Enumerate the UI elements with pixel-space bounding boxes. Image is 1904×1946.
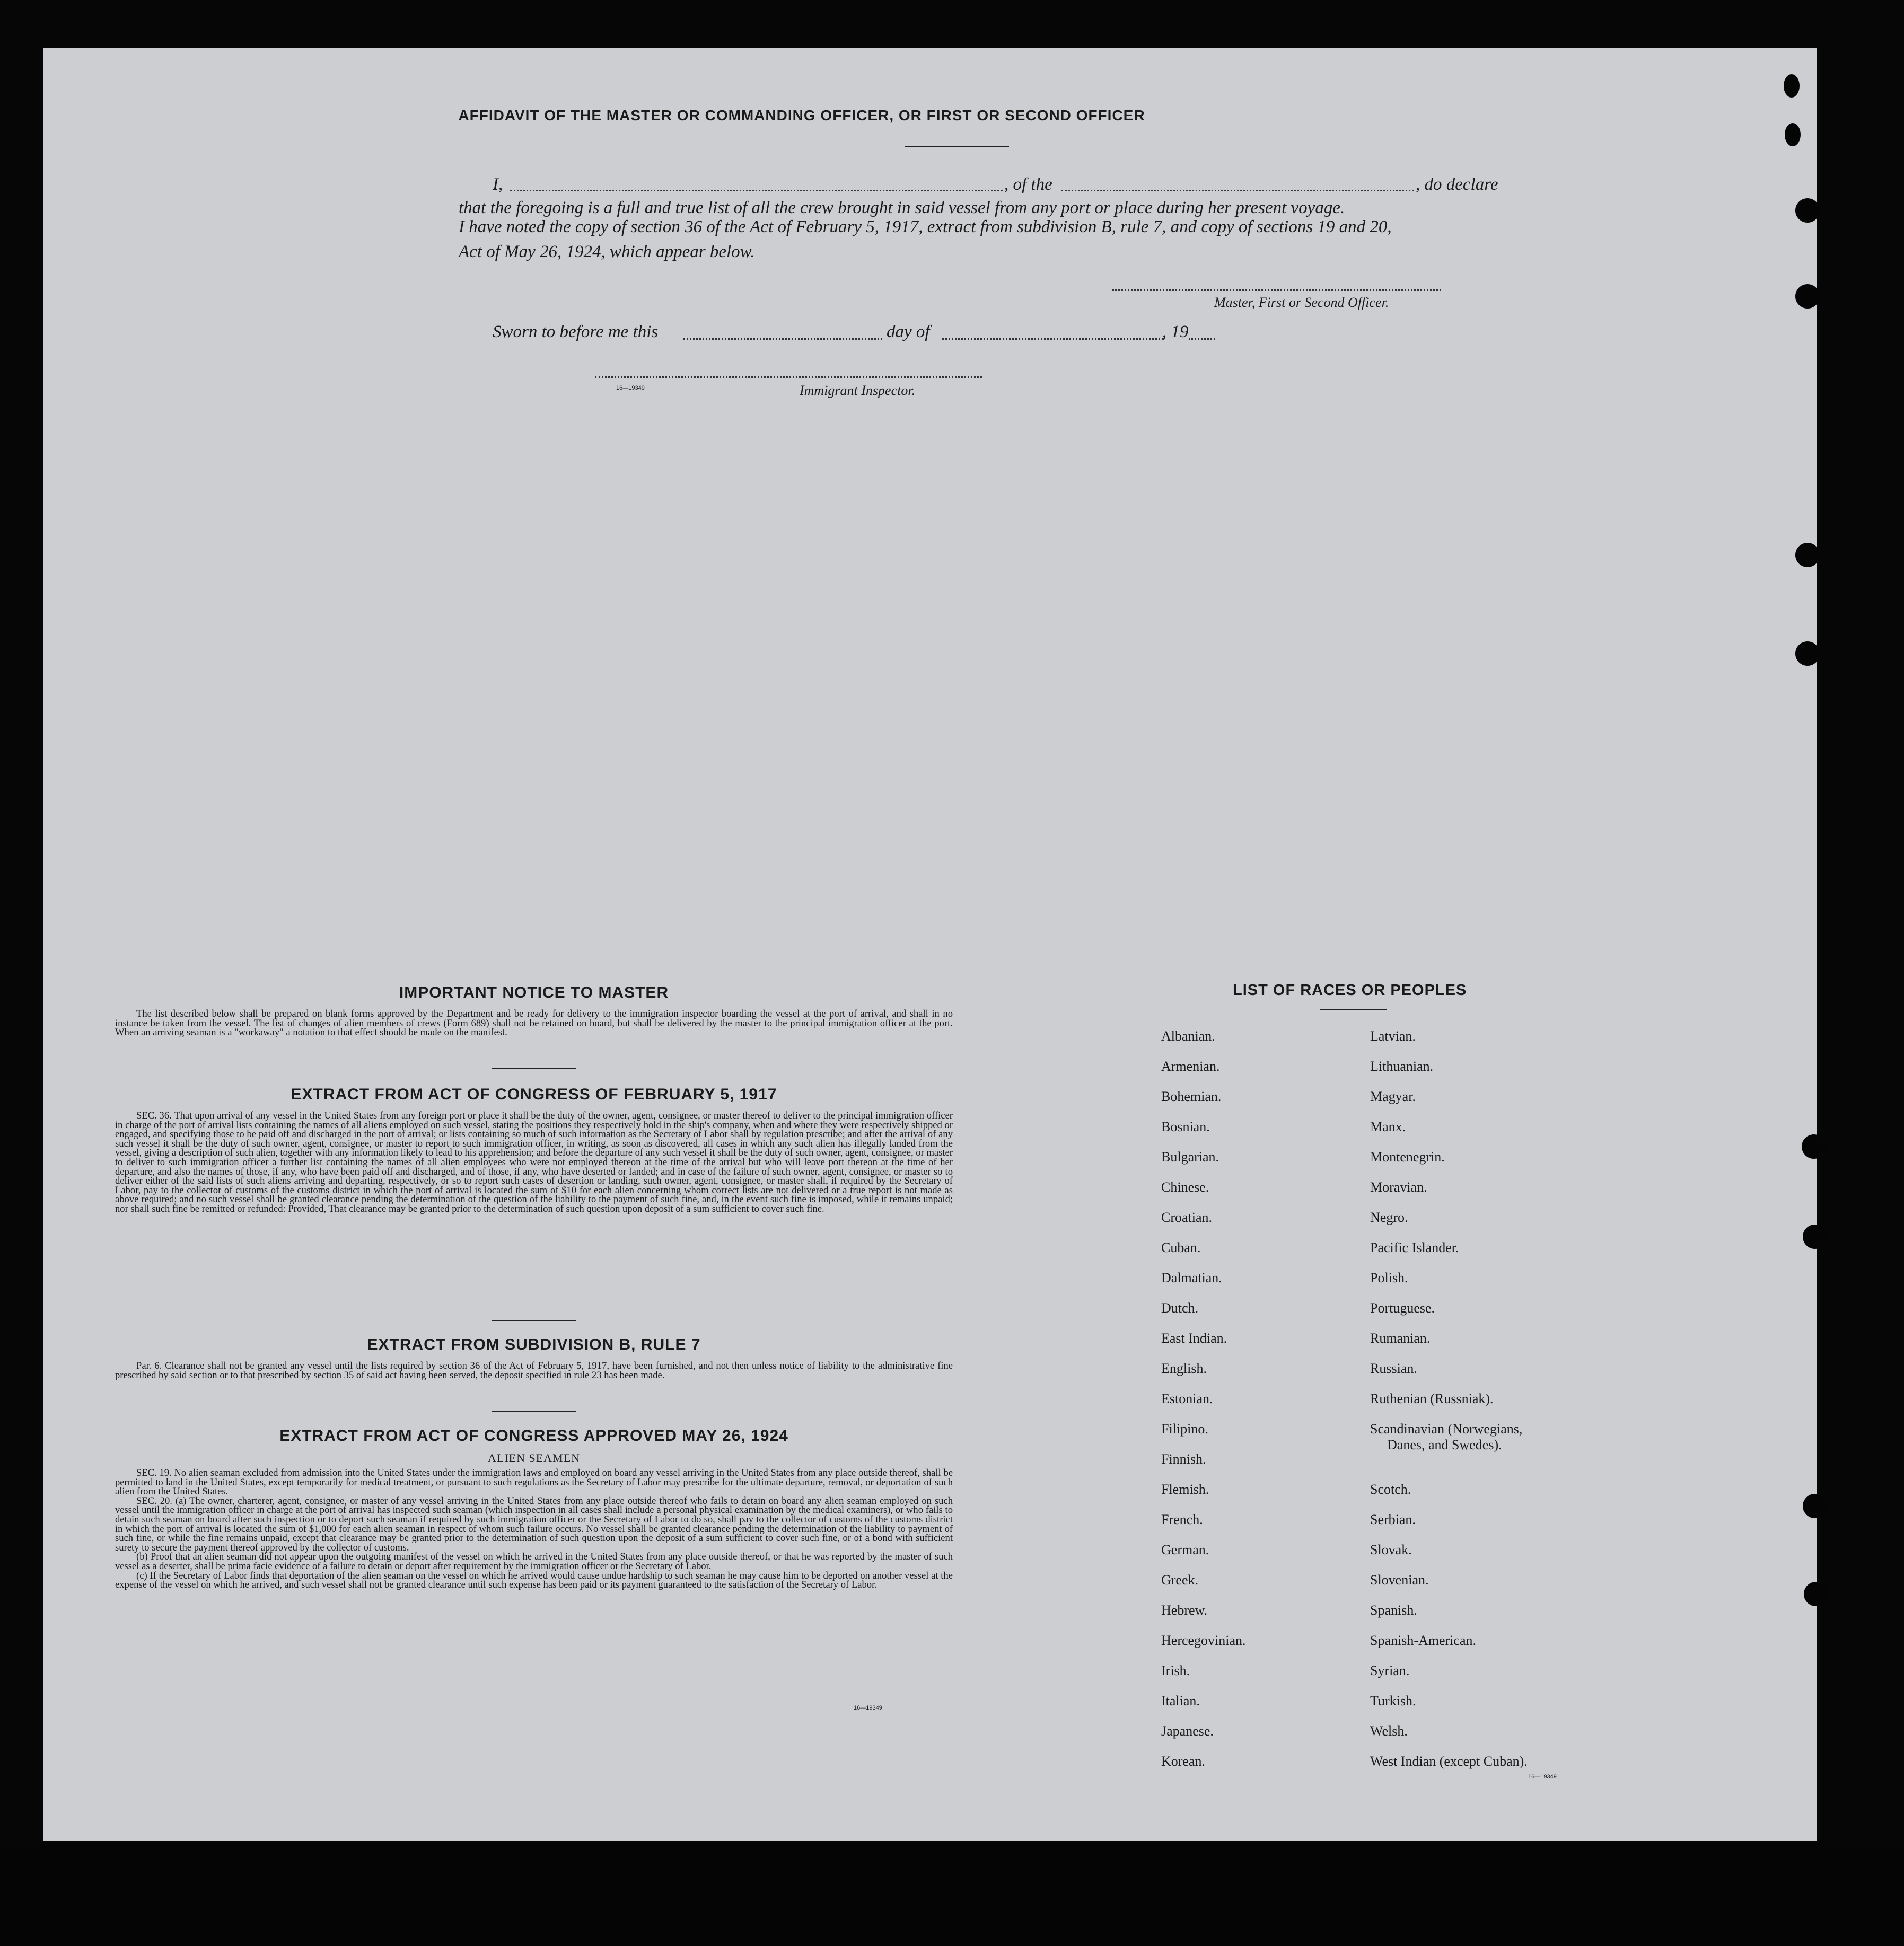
vessel-blank[interactable]	[1061, 190, 1414, 191]
affidavit-title: AFFIDAVIT OF THE MASTER OR COMMANDING OFFICER, OR FIRST OR SECOND OFFICER	[458, 107, 1145, 124]
race-item: Lithuanian.	[1370, 1059, 1434, 1074]
alien-seamen-subtitle: ALIEN SEAMEN	[488, 1451, 580, 1465]
race-item: Hebrew.	[1161, 1602, 1208, 1618]
notice-title: IMPORTANT NOTICE TO MASTER	[399, 984, 669, 1001]
race-item: Finnish.	[1161, 1451, 1206, 1467]
section-36-paragraph: SEC. 36. That upon arrival of any vessel in the United States from any foreign port or place it shall be the duty of the owner, agent, consignee, or master thereof to deliver to the principal immigration officer in charge of the port of arrival lists containing the names of all aliens employed on such vessel, stating the positions they respectively hold in the ship's company, when and where they were respectively shipped or engaged, and specifying those to be paid off and discharged in the port of arrival; or lists containing so much of such information as the Secretary of Labor shall by regulation prescribe; and after the arrival of any such vessel it shall be the duty of such owner, agent, consignee, or master to report to such immigration officer, in writing, as soon as discovered, all cases in which any such alien has illegally landed from the vessel, giving a description of such alien, together with any information likely to lead to his apprehension; and before the departure of any such vessel it shall be the duty of such owner, agent, consignee, or master to deliver to such immigration officer a further list containing the names of all alien employees who were not employed thereon at the time of the arrival but who will leave port thereon at the time of her departure, and also the names of those, if any, who have been paid off and discharged, and of those, if any, who have deserted or landed; and in case of the failure of such owner, agent, consignee, or master so to deliver either of the said lists of such aliens arriving and departing, respectively, or so to report such cases of desertion or landing, such owner, agent, consignee, or master shall, if required by the Secretary of Labor, pay to the collector of customs of the customs district in which the port of arrival is located the sum of $10 for each alien concerning whom correct lists are not delivered or a true report is not made as above required; and no such vessel shall be granted clearance pending the determination of the question of the liability to the payment of such fine, and, in the event such fine is imposed, while it remains unpaid; nor shall such fine be remitted or refunded: Provided, That clearance may be granted prior to the determination of such question upon deposit of a sum sufficient to cover such fine.	[115, 1110, 953, 1214]
punch-hole-icon	[1803, 1494, 1827, 1518]
race-item: Japanese.	[1161, 1723, 1214, 1739]
affidavit-line4: Act of May 26, 1924, which appear below.	[459, 242, 755, 261]
punch-hole-icon	[1802, 1134, 1826, 1159]
race-item: Serbian.	[1370, 1512, 1416, 1527]
inspector-signature-blank[interactable]	[595, 376, 982, 378]
divider-2	[492, 1320, 576, 1321]
race-item: Spanish-American.	[1370, 1633, 1477, 1648]
race-item: Negro.	[1370, 1210, 1408, 1225]
race-item: Portuguese.	[1370, 1300, 1435, 1316]
inspector-label: Immigrant Inspector.	[800, 383, 916, 398]
affidavit-of-the: , of the	[1004, 175, 1052, 194]
race-item: Bulgarian.	[1161, 1149, 1219, 1165]
title-divider	[905, 146, 1009, 147]
punch-hole-icon	[1795, 284, 1820, 309]
race-item: East Indian.	[1161, 1331, 1227, 1346]
form-number-top: 16—19349	[616, 385, 645, 391]
race-item: Rumanian.	[1370, 1331, 1431, 1346]
race-item: Dalmatian.	[1161, 1270, 1222, 1285]
race-item: Flemish.	[1161, 1482, 1209, 1497]
punch-hole-icon	[1795, 641, 1820, 666]
rule-7-title: EXTRACT FROM SUBDIVISION B, RULE 7	[367, 1336, 701, 1353]
year-blank[interactable]	[1189, 338, 1215, 340]
extract-1924-body	[115, 1468, 953, 1590]
race-item: Greek.	[1161, 1572, 1199, 1588]
sworn-text: Sworn to before me this	[493, 322, 659, 341]
race-item: Dutch.	[1161, 1300, 1199, 1316]
race-item: Syrian.	[1370, 1663, 1410, 1678]
race-item: Scotch.	[1370, 1482, 1411, 1497]
notice-body	[115, 1009, 953, 1037]
race-item: Armenian.	[1161, 1059, 1220, 1074]
race-item: Scandinavian (Norwegians,	[1370, 1421, 1523, 1437]
race-item: Slovenian.	[1370, 1572, 1429, 1588]
day-of-text: day of	[887, 322, 930, 341]
race-item: Montenegrin.	[1370, 1149, 1445, 1165]
sworn-month-blank[interactable]	[942, 338, 1164, 340]
year-prefix: , 19	[1162, 322, 1189, 341]
form-number-races: 16—19349	[1528, 1774, 1557, 1780]
race-item: Irish.	[1161, 1663, 1190, 1678]
race-item: Korean.	[1161, 1754, 1206, 1769]
name-blank[interactable]	[510, 190, 1003, 191]
section-19-paragraph: SEC. 19. No alien seaman excluded from admission into the United States under the immigration laws and employed on board any vessel arriving in the United States from any place outside thereof, shall be permitted to land in the United States, except temporarily for medical treatment, or pursuant to such regulations as the Secretary of Labor may prescribe for the ultimate departure, removal, or deportation of such alien from the United States.	[115, 1467, 953, 1498]
affidavit-line2: that the foregoing is a full and true list of all the crew brought in said vessel from any port or place during her present voyage.	[459, 198, 1345, 217]
scan-border	[0, 1841, 1904, 1946]
race-item: Manx.	[1370, 1119, 1406, 1134]
affidavit-do-declare: , do declare	[1416, 175, 1498, 194]
races-title: LIST OF RACES OR PEOPLES	[1233, 982, 1467, 999]
race-item: English.	[1161, 1361, 1207, 1376]
race-item: Welsh.	[1370, 1723, 1408, 1739]
race-item: German.	[1161, 1542, 1209, 1557]
race-item: Latvian.	[1370, 1028, 1416, 1044]
race-item: Polish.	[1370, 1270, 1408, 1285]
race-item: Bohemian.	[1161, 1089, 1222, 1104]
race-item: Slovak.	[1370, 1542, 1412, 1557]
race-item: Magyar.	[1370, 1089, 1416, 1104]
rule-7-paragraph: Par. 6. Clearance shall not be granted any vessel until the lists required by section 36 of the Act of February 5, 1917, have been furnished, and not then unless notice of liability to the administrative fine prescribed by said section or to that prescribed by section 35 of said act having been served, the deposit specified in rule 23 has been made.	[115, 1360, 953, 1381]
race-item: Hercegovinian.	[1161, 1633, 1246, 1648]
punch-hole-icon	[1784, 74, 1800, 98]
race-item: Filipino.	[1161, 1421, 1208, 1437]
section-20a-paragraph: SEC. 20. (a) The owner, charterer, agent, consignee, or master of any vessel arriving in the United States from any place outside thereof who fails to detain on board any alien seaman employed on such vessel until the immigration officer in charge at the port of arrival has inspected such seaman (which inspection in all cases shall include a personal physical examination by the medical examiners), or who fails to detain such seaman on board after such inspection or to deport such seaman if required by such immigration officer or the Secretary of Labor to do so, shall pay to the collector of customs of the customs district in which the port of arrival is located the sum of $1,000 for each alien seaman in respect of whom such failure occurs. No vessel shall be granted clearance pending the determination of the liability to payment of such fine, or while the fine remains unpaid, except that clearance may be granted prior to the determination of such question upon the deposit of a sum sufficient to cover such fine, or of a bond with sufficient surety to secure the payment thereof approved by the collector of customs.	[115, 1495, 953, 1553]
rule-7-body	[115, 1361, 953, 1380]
punch-hole-icon	[1785, 123, 1801, 146]
race-item: Spanish.	[1370, 1602, 1417, 1618]
affidavit-line3: I have noted the copy of section 36 of the Act of February 5, 1917, extract from subdivision B, rule 7, and copy of sections 19 and 20,	[459, 217, 1392, 236]
race-item: Turkish.	[1370, 1693, 1416, 1709]
punch-hole-icon	[1795, 543, 1820, 567]
race-item: Bosnian.	[1161, 1119, 1210, 1134]
race-item: Moravian.	[1370, 1179, 1427, 1195]
sworn-day-blank[interactable]	[683, 338, 882, 340]
race-item: West Indian (except Cuban).	[1370, 1754, 1528, 1769]
race-item: Italian.	[1161, 1693, 1200, 1709]
race-item: French.	[1161, 1512, 1203, 1527]
divider-3	[492, 1411, 576, 1412]
extract-1917-body	[115, 1111, 953, 1214]
race-item: Ruthenian (Russniak).	[1370, 1391, 1494, 1406]
race-item: Danes, and Swedes).	[1387, 1437, 1502, 1452]
race-item: Albanian.	[1161, 1028, 1215, 1044]
race-item: Pacific Islander.	[1370, 1240, 1459, 1255]
punch-hole-icon	[1804, 1582, 1828, 1606]
punch-hole-icon	[1803, 1225, 1827, 1249]
section-20c-paragraph: (c) If the Secretary of Labor finds that deportation of the alien seaman on the vessel on which he arrived would cause undue hardship to such seaman he may cause him to be deported on another vessel at the expense of the vessel on which he arrived, and such vessel shall not be granted clearance until such expense has been paid or its payment guaranteed to the satisfaction of the Secretary of Labor.	[115, 1570, 953, 1591]
extract-1924-title: EXTRACT FROM ACT OF CONGRESS APPROVED MAY 26, 1924	[279, 1427, 788, 1445]
race-item: Estonian.	[1161, 1391, 1213, 1406]
notice-paragraph: The list described below shall be prepared on blank forms approved by the Department and be ready for delivery to the immigration inspector boarding the vessel at the port of arrival, and shall in no instance be taken from the vessel. The list of changes of alien members of crews (Form 689) shall not be retained on board, but shall be delivered by the master to the principal immigration officer at the port. When an arriving seaman is a "workaway" a notation to that effect should be made on the manifest.	[115, 1008, 953, 1038]
master-signature-label: Master, First or Second Officer.	[1214, 295, 1389, 310]
extract-1917-title: EXTRACT FROM ACT OF CONGRESS OF FEBRUARY 5, 1917	[291, 1086, 777, 1103]
races-divider	[1320, 1009, 1387, 1010]
race-item: Chinese.	[1161, 1179, 1209, 1195]
race-item: Russian.	[1370, 1361, 1417, 1376]
divider-1	[492, 1068, 576, 1069]
form-number-notice: 16—19349	[854, 1705, 882, 1711]
master-signature-blank[interactable]	[1112, 289, 1441, 291]
affidavit-i: I,	[493, 175, 503, 194]
punch-hole-icon	[1795, 198, 1820, 223]
race-item: Cuban.	[1161, 1240, 1201, 1255]
form-sheet	[43, 48, 1817, 1841]
race-item: Croatian.	[1161, 1210, 1213, 1225]
section-20b-paragraph: (b) Proof that an alien seaman did not appear upon the outgoing manifest of the vessel on which he arrived in the United States from any place outside thereof, or that he was reported by the master of such vessel as a deserter, shall be prima facie evidence of a failure to detain or deport after requirement by the immigration officer or the Secretary of Labor.	[115, 1551, 953, 1572]
